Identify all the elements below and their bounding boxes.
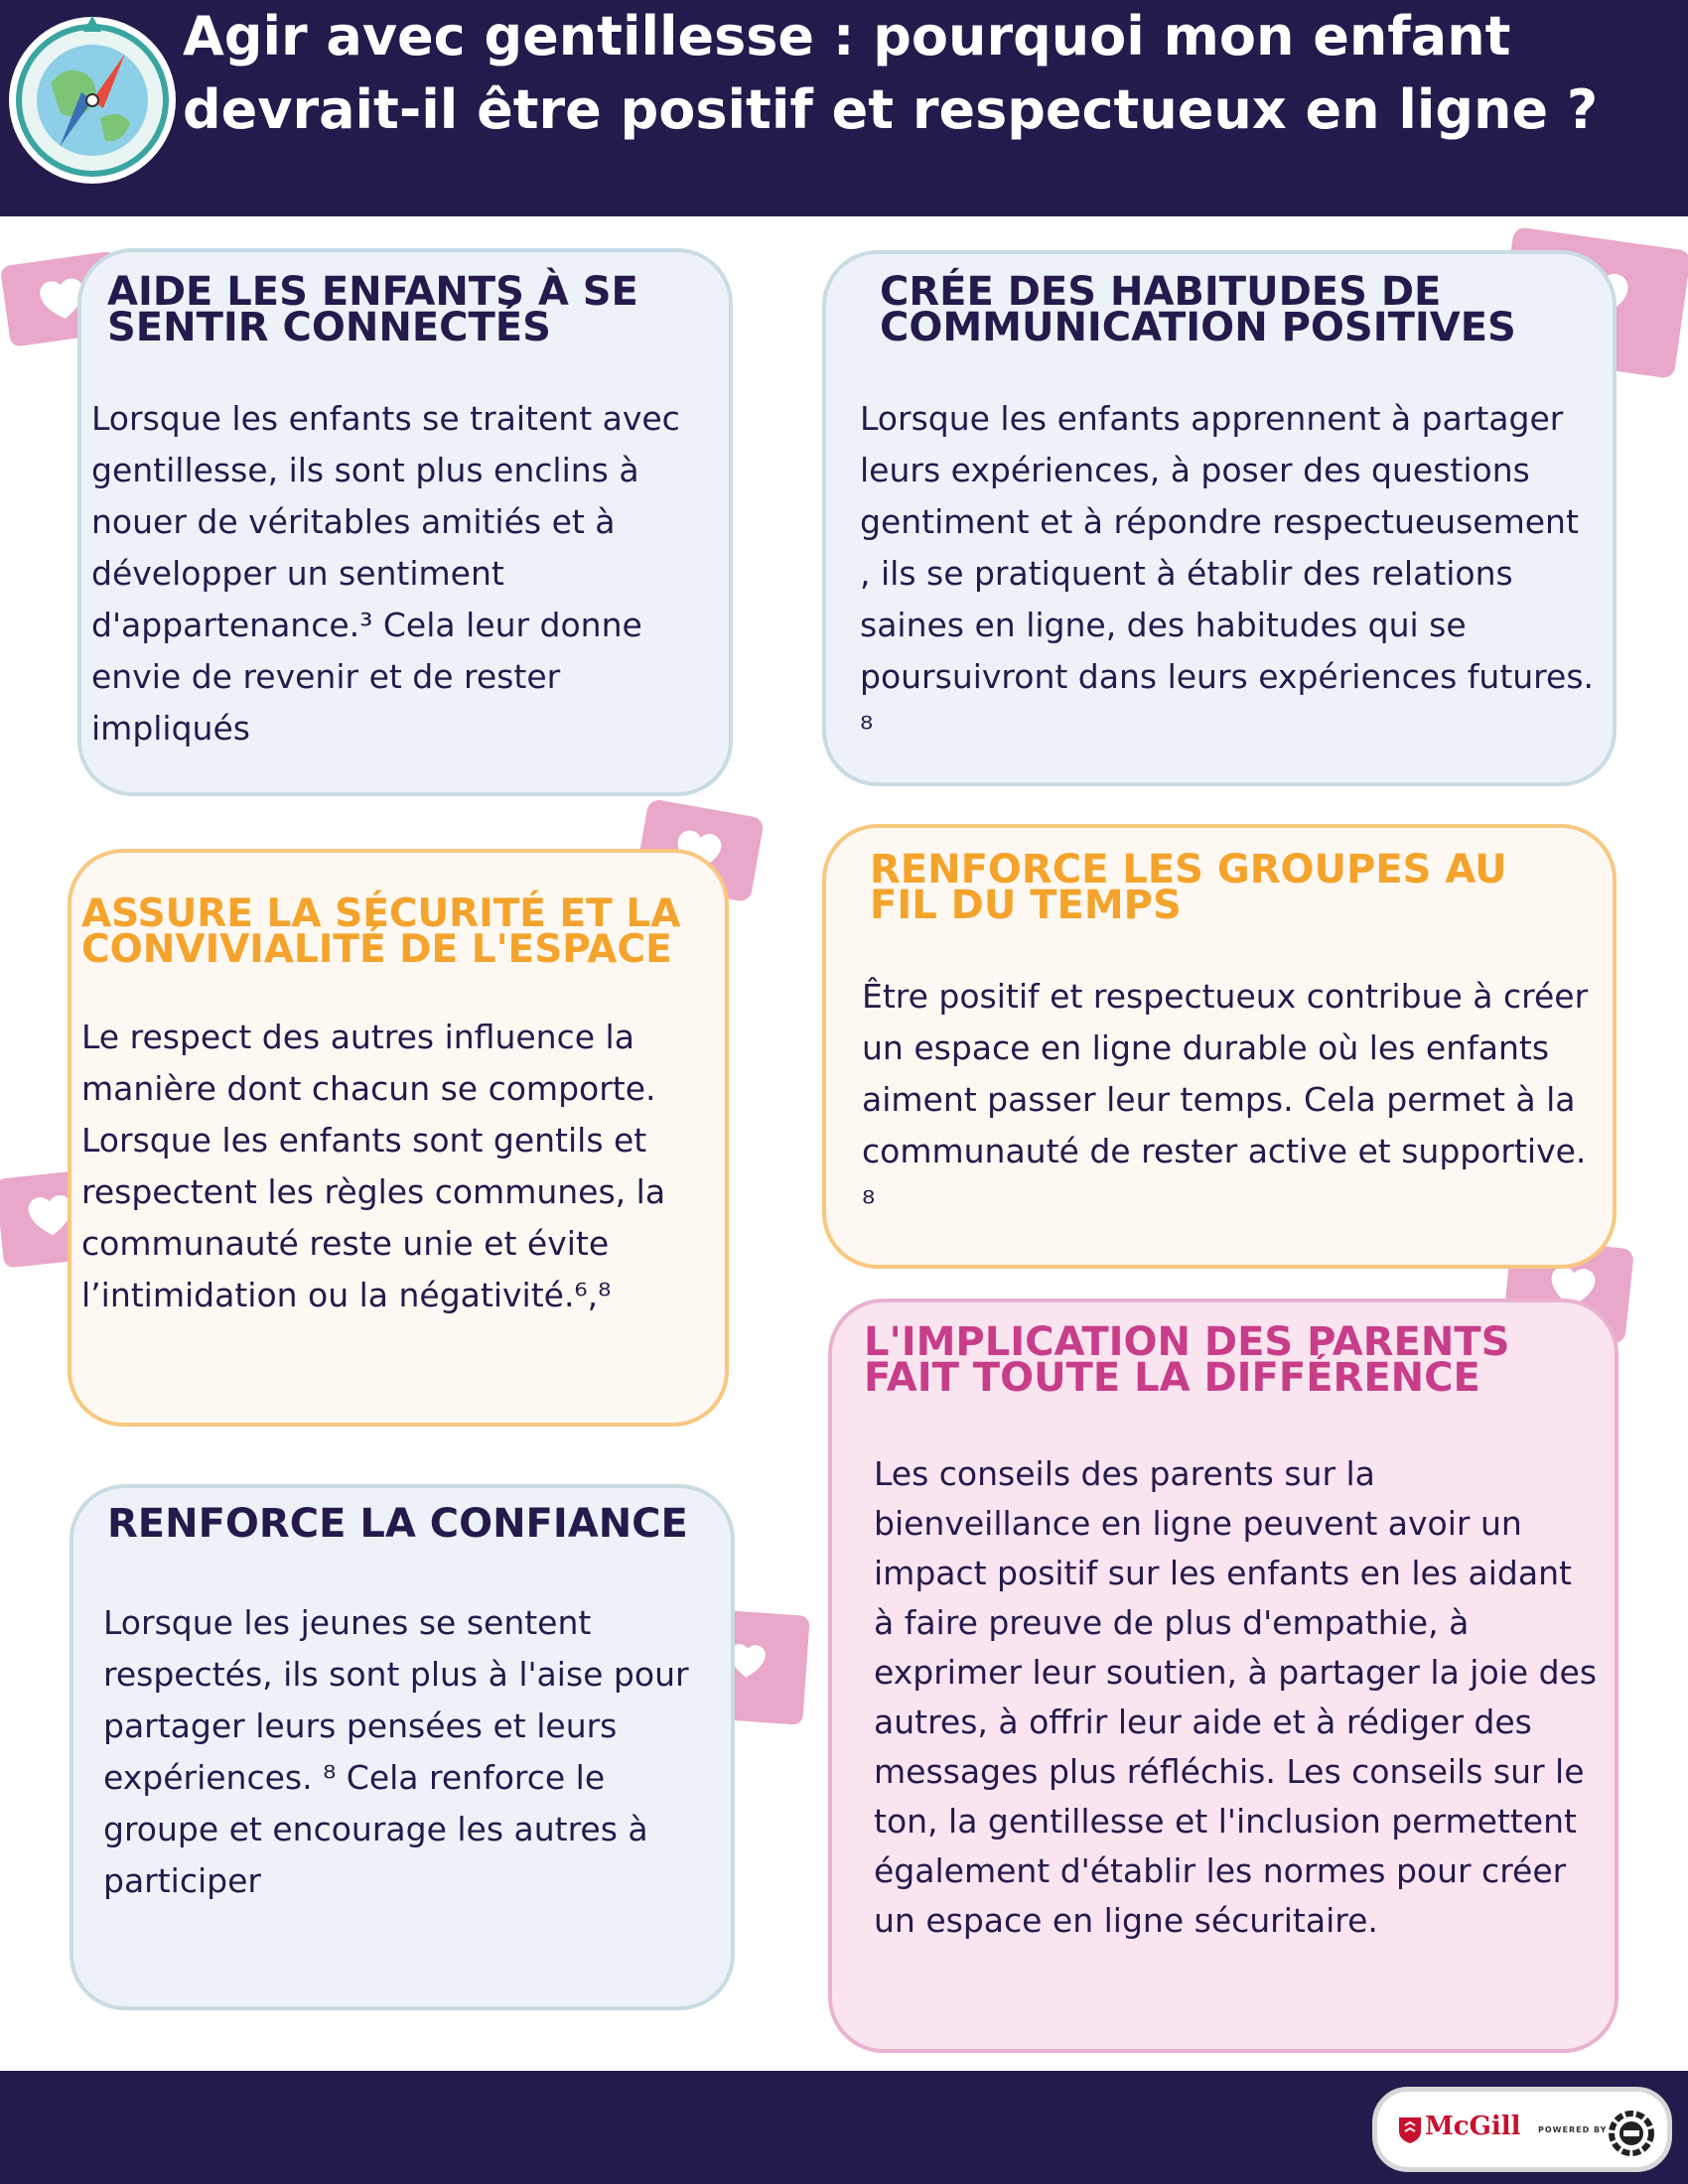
- card-connected: [77, 248, 733, 796]
- card-body: Les conseils des parents sur la bienveillance en ligne peuvent avoir un impact positif sur les enfants en les aidant à faire preuve de plus d'empathie, à exprimer leur soutien, à partager la joie des autres, à offrir leur aide et à rédiger des messages plus réfléchis. Les conseils sur le ton, la gentillesse et l'inclusion permettent également d'établir les normes pour créer un espace en ligne sécuritaire.: [874, 1454, 1598, 1940]
- card-parent-involvement: [828, 1298, 1618, 2053]
- card-body: Le respect des autres influence la manière dont chacun se comporte. Lorsque les enfants sont gentils et respectent les règles communes, la communauté reste unie et évite l’intimidation ou la négativité.⁶,⁸: [81, 1018, 666, 1314]
- mcgill-logo-text: McGill: [1425, 2112, 1521, 2141]
- card-title: AIDE LES ENFANTS À SE SENTIR CONNECTÉS: [107, 269, 638, 350]
- mcgill-shield-icon: [1399, 2117, 1421, 2143]
- card-safe-space: [68, 849, 729, 1427]
- brp-logo-icon: [1606, 2110, 1657, 2157]
- card-title: L'IMPLICATION DES PARENTS FAIT TOUTE LA DIFFÉRENCE: [864, 1319, 1510, 1401]
- card-body: Lorsque les enfants apprennent à partager leurs expériences, à poser des questions gentiment et à répondre respectueusement , ils se pratiquent à établir des relations saines en ligne, des habitudes qui se poursuivront dans leurs expériences futures. ⁸: [860, 399, 1595, 748]
- card-body: Lorsque les jeunes se sentent respectés, ils sont plus à l'aise pour partager leurs pensées et leurs expériences. ⁸ Cela renforce le groupe et encourage les autres à participer: [103, 1603, 689, 1900]
- partner-logos: [1372, 2087, 1672, 2172]
- card-title: RENFORCE LES GROUPES AU FIL DU TEMPS: [870, 847, 1507, 928]
- card-title: ASSURE LA SÉCURITÉ ET LA CONVIVIALITÉ DE L'ESPACE: [81, 891, 681, 972]
- compass-logo-icon: [6, 14, 179, 187]
- page-title: Agir avec gentillesse : pourquoi mon enfant devrait-il être positif et respectueux en ligne ?: [183, 5, 1599, 141]
- card-groups-over-time: [822, 824, 1617, 1269]
- card-body: Lorsque les enfants se traitent avec gentillesse, ils sont plus enclins à nouer de véritables amitiés et à développer un sentiment d'appartenance.³ Cela leur donne envie de revenir et de rester impliqués: [91, 399, 680, 748]
- card-communication-habits: [822, 250, 1617, 786]
- powered-by-label: POWERED BY: [1538, 2125, 1608, 2134]
- header-banner: [0, 0, 1688, 216]
- card-title: RENFORCE LA CONFIANCE: [107, 1501, 688, 1547]
- card-title: CRÉE DES HABITUDES DE COMMUNICATION POSITIVES: [880, 269, 1516, 350]
- card-confidence: [70, 1484, 735, 2010]
- card-body: Être positif et respectueux contribue à créer un espace en ligne durable où les enfants aiment passer leur temps. Cela permet à la communauté de rester active et supportive. ⁸: [862, 977, 1589, 1222]
